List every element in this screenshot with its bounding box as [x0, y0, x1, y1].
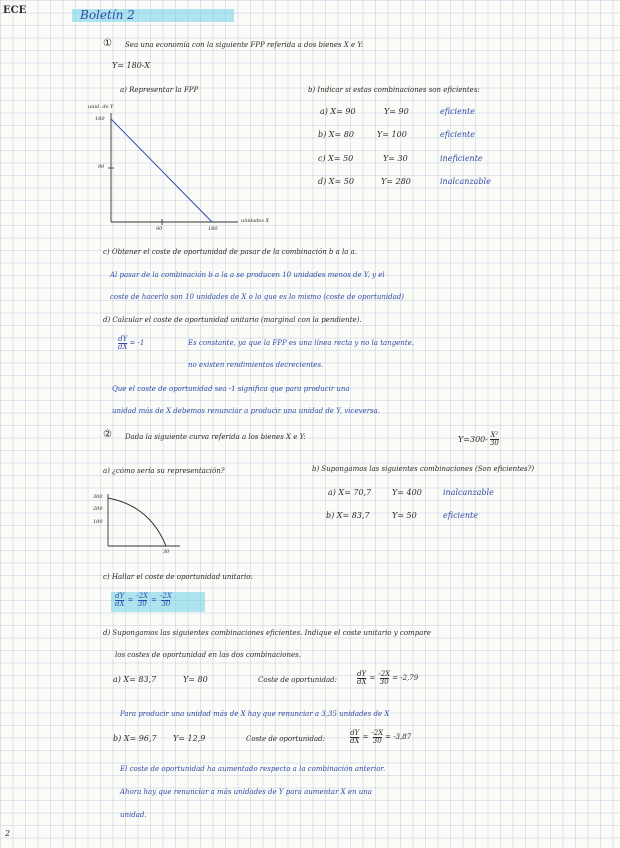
p2-equation-main: Y=300- — [458, 434, 488, 444]
p1-combo-d-right: Y= 280 — [381, 177, 411, 186]
p1-combo-b-right: Y= 100 — [377, 130, 407, 139]
p2-combo-b-right: Y= 50 — [392, 511, 417, 520]
p2-note-a: Para producir una unidad más de X hay que renunciar a 3,35 unidades de X — [120, 710, 390, 718]
p1-part-b: b) Indicar si estas combinaciones son eficientes: — [308, 86, 480, 94]
p2-graph-y-mid1: 200 — [93, 506, 103, 512]
p2-row-a-num: dY — [357, 670, 367, 678]
p2-row-a-formula: $\frac{dY}{dX}$ = $\frac{-2X}{30}$ = -2,79 — [357, 670, 419, 687]
p1-combo-c-result: ineficiente — [440, 154, 483, 163]
p2-row-a-num2: -2X — [378, 670, 391, 678]
p2-curve — [108, 498, 166, 546]
p1-combo-a-left: a) X= 90 — [320, 107, 356, 116]
p2-c-formula: $\frac{dY}{dX}$ = $\frac{-2X}{30}$ = $\frac{-2X}{30}$ — [115, 592, 172, 609]
p2-row-b-num2: -2X — [371, 729, 384, 737]
p1-equation: Y= 180-X — [112, 61, 150, 70]
page-number: 2 — [5, 829, 11, 838]
p2-combo-a-result: inalcanzable — [443, 488, 494, 497]
p1-combo-b-left: b) X= 80 — [318, 130, 354, 139]
p2-eq-num: X² — [490, 431, 499, 439]
p1-combo-a-right: Y= 90 — [384, 107, 409, 116]
p1-combo-a-result: eficiente — [440, 107, 475, 116]
p2-part-c: c) Hallar el coste de oportunidad unitario: — [103, 573, 253, 581]
p1-part-c-line2: coste de hacerlo son 10 unidades de X o lo que es lo mismo (coste de oportunidad) — [110, 293, 404, 301]
p2-combo-b-result: eficiente — [443, 511, 478, 520]
p1-combo-c-left: c) X= 50 — [318, 154, 354, 163]
p1-graph-y-label: unid. de Y — [88, 104, 114, 110]
p2-graph-y-mid2: 100 — [93, 519, 103, 525]
p1-combo-b-result: eficiente — [440, 130, 475, 139]
p2-combo-b-left: b) X= 83,7 — [326, 511, 370, 520]
p2-final-line1: El coste de oportunidad ha aumentado respecto a la combinación anterior. — [120, 765, 386, 773]
p1-part-c-title: c) Obtener el coste de oportunidad de pasar de la combinación b a la a. — [103, 248, 358, 256]
page-tab-label: ECE — [3, 5, 27, 16]
p1-combo-d-result: inalcanzable — [440, 177, 491, 186]
p1-graph-y-top: 180 — [95, 116, 105, 122]
p2-row-a-result: = -2,79 — [392, 674, 419, 683]
p1-part-a: a) Representar la FPP — [120, 86, 199, 94]
p2-c-f1-num: dY — [115, 592, 125, 600]
p2-eq-den: 30 — [489, 439, 499, 448]
p2-row-a-den2: 30 — [379, 678, 389, 687]
p1-number: ① — [103, 38, 112, 49]
p2-part-d-line2: los costes de oportunidad en las dos combinaciones. — [115, 651, 301, 659]
p1-part-c-line1: Al pasar de la combinación b a la a se producen 10 unidades menos de Y, y el — [110, 271, 385, 279]
p2-combo-a-right: Y= 400 — [392, 488, 422, 497]
p2-combo-a-left: a) X= 70,7 — [328, 488, 372, 497]
p1-graph-x-label: unidades X — [241, 218, 270, 224]
p2-c-f3-num: -2X — [160, 592, 172, 600]
p2-c-f1-den: dX — [115, 600, 125, 609]
p2-statement: Dada la siguiente curva referida a los bienes X e Y: — [125, 433, 306, 441]
p2-part-b: b) Supongamos las siguientes combinaciones (Son eficientes?) — [312, 465, 535, 473]
p2-c-f3-den: 30 — [161, 600, 171, 609]
p1-graph-x-end: 180 — [208, 226, 218, 232]
p2-row-b-den: dX — [350, 737, 360, 746]
p1-graph-y-mid: 90 — [98, 164, 105, 170]
p2-row-b-den2: 30 — [372, 737, 382, 746]
p2-row-a-right: Y= 80 — [183, 675, 208, 684]
p1-part-d-line4: unidad más de X debemos renunciar a producir una unidad de Y, viceversa. — [112, 407, 381, 415]
p2-row-b-num: dY — [350, 729, 360, 737]
p1-part-d-line1: Es constante, ya que la FPP es una línea recta y no la tangente, — [188, 339, 415, 347]
p1-part-d-line3: Que el coste de oportunidad sea -1 significa que para producir una — [112, 385, 350, 393]
p1-combo-c-right: Y= 30 — [383, 154, 408, 163]
p2-part-a: a) ¿cómo sería su representación? — [103, 467, 225, 475]
p2-row-a-den: dX — [357, 678, 367, 687]
page-title: Boletín 2 — [80, 8, 135, 22]
p2-row-b-left: b) X= 96,7 — [113, 734, 157, 743]
p2-part-d-line1: d) Supongamos las siguientes combinaciones eficientes. Indique el coste unitario y compare — [103, 629, 431, 637]
p1-graph-x-mid: 90 — [156, 226, 163, 232]
p1-combo-d-left: d) X= 50 — [318, 177, 354, 186]
p1-deriv-den: dX — [118, 343, 128, 352]
p2-row-b-result: = -3,87 — [385, 733, 412, 742]
p1-part-d-title: d) Calcular el coste de oportunidad unitario (marginal con la pendiente). — [103, 316, 362, 324]
p2-row-b-formula: $\frac{dY}{dX}$ = $\frac{-2X}{30}$ = -3,87 — [350, 729, 412, 746]
p1-deriv-num: dY — [118, 335, 128, 343]
p2-c-f2-den: 30 — [137, 600, 147, 609]
p1-deriv-value: = -1 — [129, 339, 145, 348]
p2-final-line2: Ahora hay que renunciar a más unidades de Y para aumentar X en una — [120, 788, 372, 796]
p2-number: ② — [103, 429, 112, 440]
p2-graph-x-end: 30 — [163, 549, 170, 555]
p2-row-b-label: Coste de oportunidad: — [246, 735, 326, 743]
p2-graph-y-top: 300 — [93, 494, 103, 500]
p2-row-a-label: Coste de oportunidad: — [258, 676, 338, 684]
p2-row-b-right: Y= 12,9 — [173, 734, 206, 743]
p1-statement: Sea una economía con la siguiente FPP referida a dos bienes X e Y: — [125, 41, 364, 49]
p1-part-d-line2: no existen rendimientos decrecientes. — [188, 361, 324, 369]
p2-row-a-left: a) X= 83,7 — [113, 675, 157, 684]
p2-final-line3: unidad. — [120, 811, 147, 819]
p2-c-f2-num: -2X — [136, 592, 149, 600]
